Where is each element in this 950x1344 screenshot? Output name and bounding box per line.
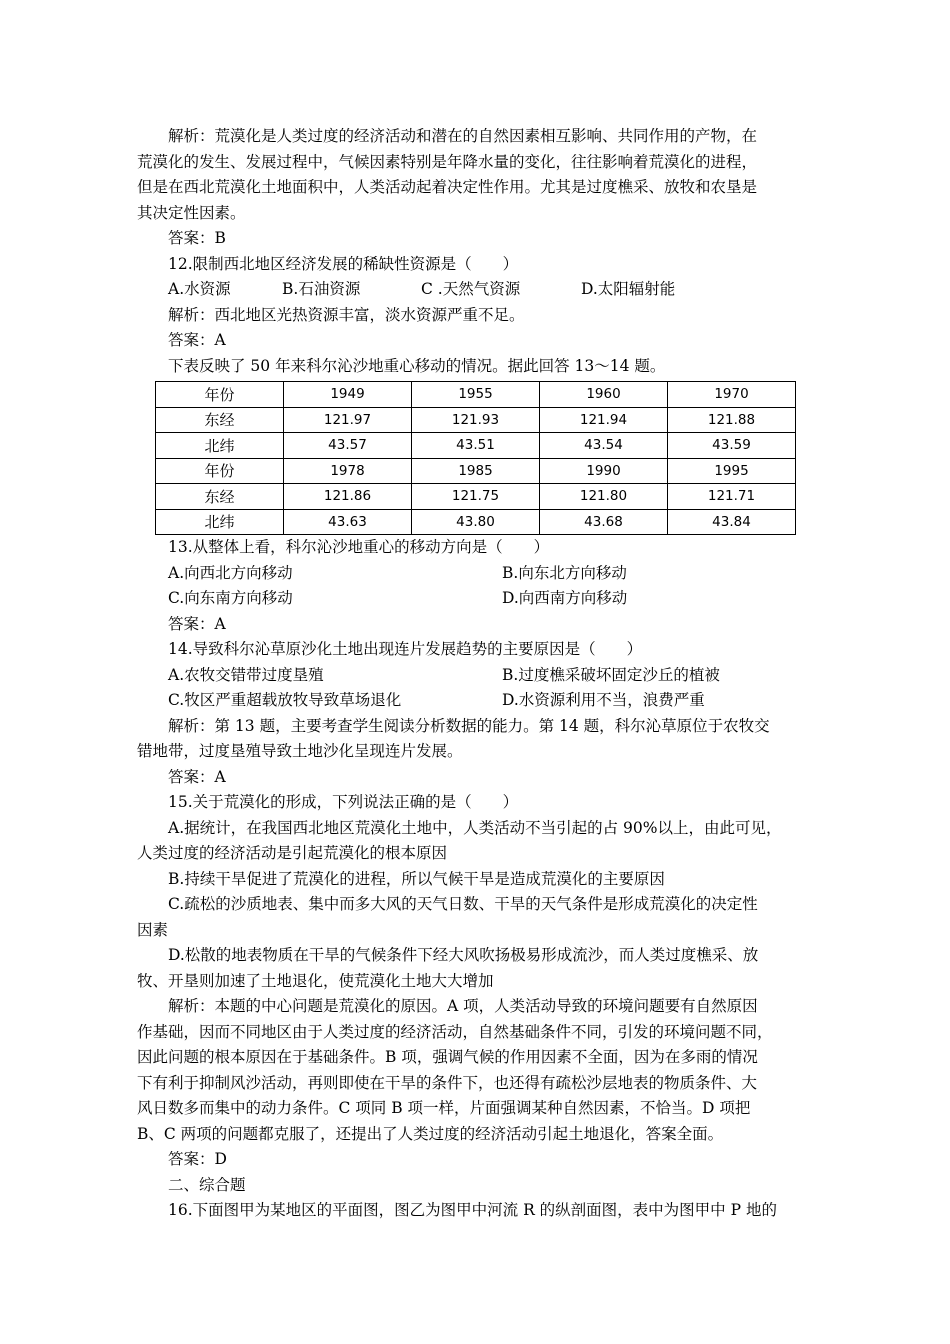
- answer-15: 答案：D: [168, 1150, 227, 1168]
- option-d: D.水资源利用不当，浪费严重: [502, 691, 705, 709]
- table-cell: 121.97: [284, 407, 412, 433]
- analysis-11-line4: 其决定性因素。: [137, 203, 246, 222]
- sandland-center-table: [155, 381, 796, 535]
- table-cell: 43.54: [540, 433, 668, 459]
- option-d: D.太阳辐射能: [581, 280, 676, 298]
- table-cell: 121.80: [540, 484, 668, 510]
- table-cell: 1970: [668, 382, 796, 408]
- table-cell: 1955: [412, 382, 540, 408]
- answer-11: 答案：B: [168, 229, 226, 247]
- option-b: B.向东北方向移动: [502, 563, 627, 582]
- table-cell: 43.57: [284, 433, 412, 459]
- table-cell: 1995: [668, 458, 796, 484]
- option-d: D.向西南方向移动: [502, 589, 628, 607]
- row-header-cell: 北纬: [156, 433, 284, 459]
- table-cell: 1978: [284, 458, 412, 484]
- q15-option-a-line1: A.据统计，在我国西北地区荒漠化土地中，人类活动不当引起的占 90%以上，由此可见，: [168, 818, 782, 837]
- table-cell: 121.75: [412, 484, 540, 510]
- table-row: [156, 382, 796, 408]
- question-14-options-row2: [137, 688, 827, 714]
- row-header-cell: 年份: [156, 458, 284, 484]
- analysis-13-14-line1: 解析：第 13 题，主要考查学生阅读分析数据的能力。第 14 题，科尔沁草原位于农牧交: [168, 716, 770, 735]
- analysis-12: 解析：西北地区光热资源丰富，淡水资源严重不足。: [168, 305, 525, 324]
- option-c: C.牧区严重超载放牧导致草场退化: [168, 691, 402, 709]
- answer-14: 答案：A: [168, 767, 226, 786]
- table-cell: 43.80: [412, 509, 540, 535]
- question-12: 12.限制西北地区经济发展的稀缺性资源是（ ）: [168, 254, 519, 273]
- row-header-cell: 东经: [156, 484, 284, 510]
- analysis-11-line3: 但是在西北荒漠化土地面积中，人类活动起着决定性作用。尤其是过度樵采、放牧和农垦是: [137, 178, 758, 196]
- analysis-11-line2: 荒漠化的发生、发展过程中，气候因素特别是年降水量的变化，往往影响着荒漠化的进程，: [137, 152, 758, 171]
- table-cell: 43.63: [284, 509, 412, 535]
- analysis-11-line1: 解析：荒漠化是人类过度的经济活动和潜在的自然因素相互影响、共同作用的产物，在: [168, 127, 758, 145]
- table-cell: 43.51: [412, 433, 540, 459]
- question-13-options-row2: [137, 586, 827, 612]
- option-c: C.向东南方向移动: [168, 589, 293, 607]
- table-cell: 43.59: [668, 433, 796, 459]
- analysis-15-line1: 解析：本题的中心问题是荒漠化的原因。A 项，人类活动导致的环境问题要有自然原因: [168, 997, 758, 1015]
- table-cell: 1949: [284, 382, 412, 408]
- option-a: A.水资源: [168, 280, 231, 298]
- analysis-15-line2: 作基础，因而不同地区由于人类过度的经济活动，自然基础条件不同，引发的环境问题不同，: [137, 1022, 773, 1041]
- analysis-15-line4: 下有利于抑制风沙活动，再则即使在干旱的条件下，也还得有疏松沙层地表的物质条件、大: [137, 1073, 758, 1092]
- q15-option-c-line2: 因素: [137, 920, 169, 939]
- q15-option-a-line2: 人类过度的经济活动是引起荒漠化的根本原因: [137, 844, 448, 862]
- answer-12: 答案：A: [168, 331, 226, 349]
- analysis-15-line5: 风日数多而集中的动力条件。C 项同 B 项一样，片面强调某种自然因素，不恰当。D 项把: [137, 1099, 751, 1117]
- table-cell: 121.88: [668, 407, 796, 433]
- table-cell: 121.93: [412, 407, 540, 433]
- table-row: [156, 484, 796, 510]
- question-12-options: [137, 277, 827, 303]
- question-13: 13.从整体上看，科尔沁沙地重心的移动方向是（ ）: [168, 538, 550, 556]
- question-13-options-row1: [137, 561, 827, 587]
- table-row: [156, 407, 796, 433]
- q15-option-d-line1: D.松散的地表物质在干旱的气候条件下经大风吹扬极易形成流沙，而人类过度樵采、放: [168, 946, 759, 964]
- question-14: 14.导致科尔沁草原沙化土地出现连片发展趋势的主要原因是（ ）: [168, 640, 643, 658]
- table-cell: 121.86: [284, 484, 412, 510]
- table-cell: 121.94: [540, 407, 668, 433]
- table-intro: 下表反映了 50 年来科尔沁沙地重心移动的情况。据此回答 13～14 题。: [168, 356, 666, 375]
- q15-option-c-line1: C.疏松的沙质地表、集中而多大风的天气日数、干旱的天气条件是形成荒漠化的决定性: [168, 895, 758, 913]
- table-cell: 1960: [540, 382, 668, 408]
- analysis-15-line3: 因此问题的根本原因在于基础条件。B 项，强调气候的作用因素不全面，因为在多雨的情况: [137, 1048, 758, 1066]
- option-a: A.农牧交错带过度垦殖: [168, 665, 324, 684]
- analysis-13-14-line2: 错地带，过度垦殖导致土地沙化呈现连片发展。: [137, 742, 463, 760]
- question-15: 15.关于荒漠化的形成，下列说法正确的是（ ）: [168, 793, 519, 811]
- question-14-options-row1: [137, 663, 827, 689]
- option-c: C .天然气资源: [421, 280, 521, 298]
- option-b: B.石油资源: [282, 280, 361, 298]
- row-header-cell: 北纬: [156, 509, 284, 535]
- row-header-cell: 年份: [156, 382, 284, 408]
- question-16: 16.下面图甲为某地区的平面图，图乙为图甲中河流 R 的纵剖面图，表中为图甲中 P 地的: [168, 1201, 777, 1219]
- row-header-cell: 东经: [156, 407, 284, 433]
- q15-option-d-line2: 牧、开垦则加速了土地退化，使荒漠化土地大大增加: [137, 971, 494, 990]
- analysis-15-line6: B、C 两项的问题都克服了，还提出了人类过度的经济活动引起土地退化，答案全面。: [137, 1124, 724, 1143]
- table-cell: 43.68: [540, 509, 668, 535]
- answer-13: 答案：A: [168, 614, 226, 633]
- option-b: B.过度樵采破坏固定沙丘的植被: [502, 665, 720, 684]
- table-row: [156, 433, 796, 459]
- table-row: [156, 458, 796, 484]
- q15-option-b: B.持续干旱促进了荒漠化的进程，所以气候干旱是造成荒漠化的主要原因: [168, 869, 665, 888]
- option-a: A.向西北方向移动: [168, 563, 293, 582]
- table-row: [156, 509, 796, 535]
- table-cell: 1990: [540, 458, 668, 484]
- section-heading: 二、综合题: [168, 1175, 246, 1194]
- table-cell: 121.71: [668, 484, 796, 510]
- table-cell: 1985: [412, 458, 540, 484]
- document-page: [137, 124, 827, 1224]
- table-cell: 43.84: [668, 509, 796, 535]
